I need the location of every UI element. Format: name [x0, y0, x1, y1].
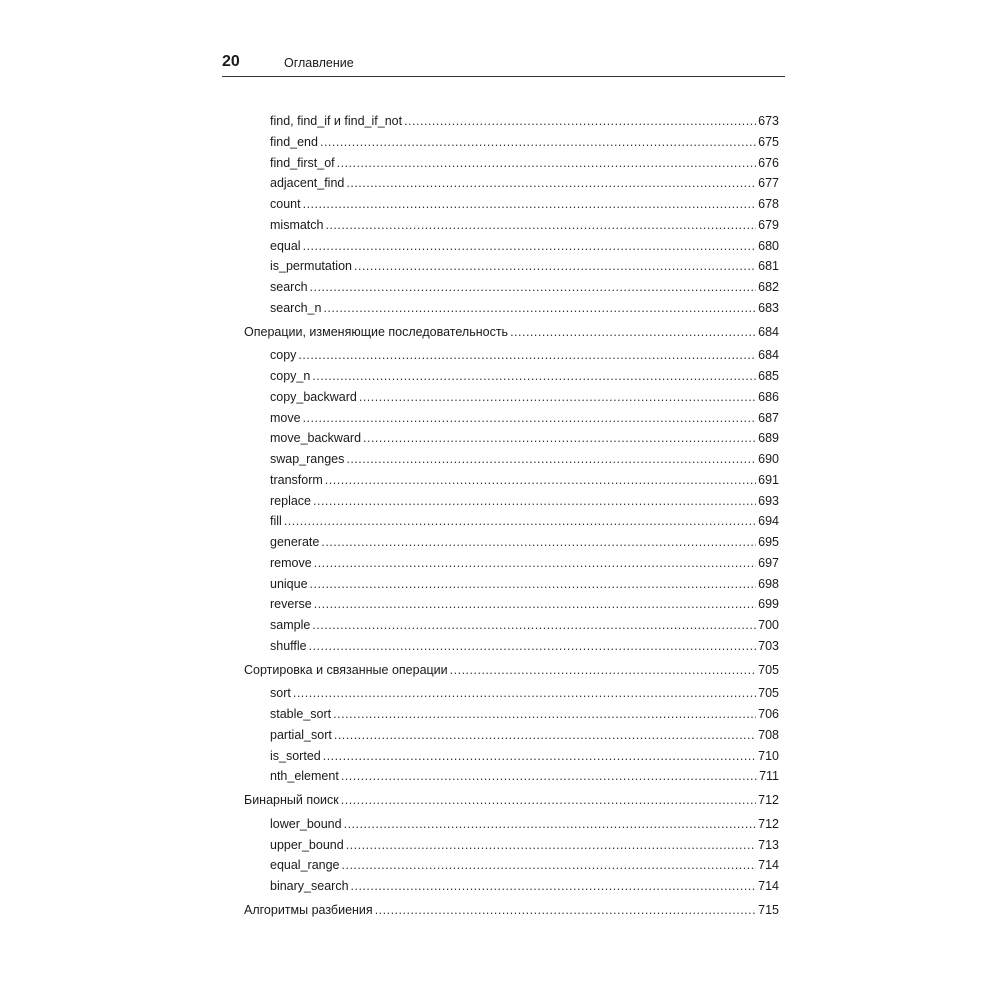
- toc-entry[interactable]: [270, 685, 779, 701]
- toc-section-entry[interactable]: [244, 792, 779, 808]
- toc-entry[interactable]: [270, 596, 779, 612]
- toc-entry[interactable]: [270, 748, 779, 764]
- toc-entry[interactable]: [270, 768, 779, 784]
- toc-entry-title: equal: [270, 239, 301, 253]
- toc-entry-page: 714: [758, 858, 779, 872]
- dot-leader: [293, 685, 756, 701]
- toc-entry-page: 676: [758, 156, 779, 170]
- toc-entry[interactable]: [270, 878, 779, 894]
- toc-entry-title: transform: [270, 473, 323, 487]
- toc-entry-title: swap_ranges: [270, 452, 345, 466]
- toc-entry-page: 706: [758, 707, 779, 721]
- toc-entry-title: Операции, изменяющие последовательность: [244, 325, 509, 339]
- dot-leader: [354, 258, 756, 274]
- toc-entry-title: equal_range: [270, 858, 340, 872]
- toc-entry-title: find_end: [270, 135, 318, 149]
- toc-entry-page: 673: [758, 114, 779, 128]
- dot-leader: [346, 175, 756, 191]
- toc-entry-title: mismatch: [270, 218, 324, 232]
- dot-leader: [303, 238, 757, 254]
- toc-entry-title: find_first_of: [270, 156, 335, 170]
- dot-leader: [363, 430, 756, 446]
- toc-entry[interactable]: [270, 347, 779, 363]
- toc-entry-title: is_sorted: [270, 749, 321, 763]
- dot-leader: [298, 347, 756, 363]
- toc-entry-title: search_n: [270, 301, 322, 315]
- toc-entry-page: 684: [758, 348, 779, 362]
- toc-entry-page: 698: [758, 577, 779, 591]
- toc-entry-page: 683: [758, 301, 779, 315]
- toc-entry[interactable]: [270, 368, 779, 384]
- dot-leader: [313, 493, 756, 509]
- toc-section-entry[interactable]: [244, 662, 779, 678]
- dot-leader: [309, 638, 757, 654]
- toc-entry-title: Алгоритмы разбиения: [244, 903, 373, 917]
- toc-entry-page: 695: [758, 535, 779, 549]
- toc-entry-page: 681: [758, 259, 779, 273]
- dot-leader: [351, 878, 757, 894]
- toc-entry-page: 705: [758, 663, 779, 677]
- dot-leader: [323, 300, 756, 316]
- toc-entry-title: remove: [270, 556, 312, 570]
- dot-leader: [312, 368, 756, 384]
- toc-entry-page: 690: [758, 452, 779, 466]
- toc-entry-page: 699: [758, 597, 779, 611]
- dot-leader: [314, 555, 756, 571]
- dot-leader: [344, 816, 757, 832]
- dot-leader: [325, 217, 756, 233]
- toc-entry-page: 685: [758, 369, 779, 383]
- toc-entry-title: copy_backward: [270, 390, 357, 404]
- dot-leader: [341, 768, 757, 784]
- toc-entry-title: move: [270, 411, 301, 425]
- dot-leader: [325, 472, 756, 488]
- toc-entry[interactable]: [270, 513, 779, 529]
- toc-entry-title: nth_element: [270, 769, 339, 783]
- toc-entry[interactable]: [270, 534, 779, 550]
- toc-entry-title: sort: [270, 686, 291, 700]
- toc-entry[interactable]: [270, 300, 779, 316]
- toc-entry-page: 712: [758, 793, 779, 807]
- toc-entry-page: 682: [758, 280, 779, 294]
- toc-entry[interactable]: [270, 727, 779, 743]
- dot-leader: [303, 410, 757, 426]
- toc-entry[interactable]: [270, 472, 779, 488]
- toc-entry-title: copy_n: [270, 369, 311, 383]
- toc-entry[interactable]: [270, 555, 779, 571]
- toc-entry[interactable]: [270, 258, 779, 274]
- toc-entry-page: 677: [758, 176, 779, 190]
- toc-entry-page: 678: [758, 197, 779, 211]
- dot-leader: [310, 279, 757, 295]
- dot-leader: [375, 902, 756, 918]
- toc-entry-page: 715: [758, 903, 779, 917]
- toc-entry[interactable]: [270, 816, 779, 832]
- toc-entry-page: 693: [758, 494, 779, 508]
- toc-entry-title: sample: [270, 618, 311, 632]
- toc-entry[interactable]: [270, 196, 779, 212]
- dot-leader: [337, 155, 757, 171]
- running-head: [222, 51, 785, 75]
- dot-leader: [346, 837, 756, 853]
- toc-entry-page: 694: [758, 514, 779, 528]
- toc-entry-title: fill: [270, 514, 282, 528]
- toc-entry-page: 686: [758, 390, 779, 404]
- toc-entry[interactable]: [270, 706, 779, 722]
- toc-entry[interactable]: [270, 410, 779, 426]
- toc-entry-title: unique: [270, 577, 308, 591]
- toc-entry[interactable]: [270, 857, 779, 873]
- toc-entry-page: 675: [758, 135, 779, 149]
- toc-entry-page: 679: [758, 218, 779, 232]
- toc-entry-page: 689: [758, 431, 779, 445]
- toc-entry-page: 705: [758, 686, 779, 700]
- toc-entry[interactable]: [270, 638, 779, 654]
- header-rule: [222, 76, 785, 77]
- dot-leader: [450, 662, 756, 678]
- toc-entry-page: 697: [758, 556, 779, 570]
- toc-entry-page: 700: [758, 618, 779, 632]
- toc-entry-title: binary_search: [270, 879, 349, 893]
- toc-entry-title: lower_bound: [270, 817, 342, 831]
- toc-entry[interactable]: [270, 430, 779, 446]
- toc-entry-page: 703: [758, 639, 779, 653]
- toc-entry-title: stable_sort: [270, 707, 332, 721]
- dot-leader: [346, 451, 756, 467]
- dot-leader: [359, 389, 756, 405]
- dot-leader: [314, 596, 756, 612]
- toc-entry[interactable]: [270, 134, 779, 150]
- toc-entry[interactable]: [270, 175, 779, 191]
- dot-leader: [342, 857, 757, 873]
- toc-entry-page: 712: [758, 817, 779, 831]
- dot-leader: [284, 513, 756, 529]
- toc-entry-title: adjacent_find: [270, 176, 345, 190]
- toc-entry[interactable]: [270, 113, 779, 129]
- toc-section-entry[interactable]: [244, 324, 779, 340]
- toc-entry-title: count: [270, 197, 301, 211]
- toc-entry[interactable]: [270, 617, 779, 633]
- toc-entry[interactable]: [270, 279, 779, 295]
- toc-entry[interactable]: [270, 576, 779, 592]
- dot-leader: [303, 196, 757, 212]
- dot-leader: [510, 324, 756, 340]
- toc-entry-title: search: [270, 280, 308, 294]
- dot-leader: [341, 792, 756, 808]
- toc-entry[interactable]: [270, 155, 779, 171]
- toc-entry-page: 680: [758, 239, 779, 253]
- page-number: 20: [222, 53, 240, 70]
- toc-entry-title: Бинарный поиск: [244, 793, 339, 807]
- toc-entry[interactable]: [270, 238, 779, 254]
- dot-leader: [321, 534, 756, 550]
- toc-entry-title: partial_sort: [270, 728, 332, 742]
- toc-entry[interactable]: [270, 451, 779, 467]
- toc-section-entry[interactable]: [244, 902, 779, 918]
- toc-entry-page: 711: [759, 769, 779, 783]
- toc-entry-title: find, find_if и find_if_not: [270, 114, 403, 128]
- toc-entry-page: 708: [758, 728, 779, 742]
- section-title: Оглавление: [284, 56, 354, 70]
- toc-entry-title: Сортировка и связанные операции: [244, 663, 448, 677]
- toc-entry[interactable]: [270, 493, 779, 509]
- toc-entry-page: 691: [758, 473, 779, 487]
- toc-entry-page: 714: [758, 879, 779, 893]
- toc-entry[interactable]: [270, 389, 779, 405]
- toc-entry-page: 713: [758, 838, 779, 852]
- dot-leader: [323, 748, 756, 764]
- toc-entry-title: copy: [270, 348, 297, 362]
- toc-entry-page: 684: [758, 325, 779, 339]
- toc-entry[interactable]: [270, 217, 779, 233]
- toc-entry-title: reverse: [270, 597, 312, 611]
- dot-leader: [333, 706, 756, 722]
- toc-entry-title: move_backward: [270, 431, 362, 445]
- dot-leader: [310, 576, 757, 592]
- toc-entry-page: 710: [758, 749, 779, 763]
- dot-leader: [312, 617, 756, 633]
- dot-leader: [404, 113, 756, 129]
- toc-entry-title: shuffle: [270, 639, 307, 653]
- toc-entry-title: replace: [270, 494, 311, 508]
- toc-entry[interactable]: [270, 837, 779, 853]
- dot-leader: [320, 134, 756, 150]
- dot-leader: [334, 727, 756, 743]
- toc-entry-page: 687: [758, 411, 779, 425]
- toc-entry-title: upper_bound: [270, 838, 344, 852]
- toc-entry-title: generate: [270, 535, 320, 549]
- toc-entry-title: is_permutation: [270, 259, 352, 273]
